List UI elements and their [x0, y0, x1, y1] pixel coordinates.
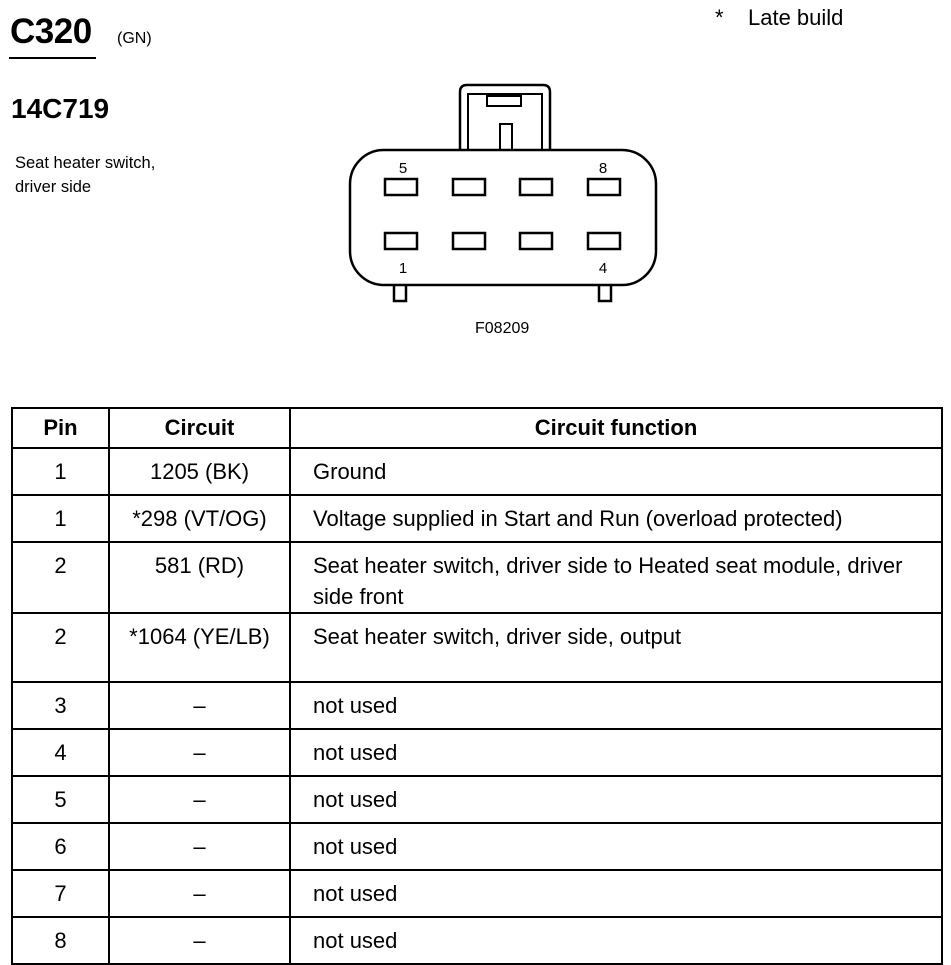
cell-function: not used	[290, 823, 942, 870]
cell-circuit: *1064 (YE/LB)	[109, 613, 290, 682]
pin-cavity-8	[588, 179, 620, 195]
table-row	[12, 682, 942, 729]
cell-function: not used	[290, 729, 942, 776]
cell-function: not used	[290, 776, 942, 823]
late-build-label: Late build	[748, 5, 844, 30]
connector-id-underline	[9, 57, 96, 59]
cell-function: Ground	[290, 448, 942, 495]
table-row	[12, 776, 942, 823]
connector-body	[350, 150, 656, 285]
pin-cavity-5	[385, 179, 417, 195]
pin-cavity-1	[385, 233, 417, 249]
connector-id: C320	[10, 12, 92, 51]
cell-circuit: 581 (RD)	[109, 542, 290, 613]
connector-latch-slot	[500, 124, 512, 152]
connector-latch-tab	[487, 96, 521, 106]
pin-label-bottom-left: 1	[398, 260, 408, 277]
pinout-table	[11, 407, 943, 965]
pin-cavity-4	[588, 233, 620, 249]
cell-circuit: *298 (VT/OG)	[109, 495, 290, 542]
description-line-1: Seat heater switch,	[15, 154, 156, 172]
table-row	[12, 729, 942, 776]
table-row	[12, 613, 942, 682]
cell-pin: 1	[12, 448, 109, 495]
table-row	[12, 870, 942, 917]
table-row	[12, 917, 942, 964]
pin-label-bottom-right: 4	[598, 260, 608, 277]
late-build-note	[715, 5, 843, 31]
pin-cavity-2	[453, 233, 485, 249]
table-row	[12, 495, 942, 542]
late-build-marker: *	[715, 5, 724, 30]
table-row	[12, 542, 942, 613]
cell-circuit: 1205 (BK)	[109, 448, 290, 495]
cell-function: Seat heater switch, driver side to Heated seat module, driver side front	[290, 542, 942, 613]
connector-face-diagram	[340, 80, 670, 310]
cell-pin: 8	[12, 917, 109, 964]
cell-circuit: –	[109, 917, 290, 964]
cell-function: not used	[290, 917, 942, 964]
pin-label-top-right: 8	[598, 160, 608, 177]
cell-pin: 7	[12, 870, 109, 917]
part-number: 14C719	[11, 93, 110, 124]
cell-function: not used	[290, 870, 942, 917]
cell-circuit: –	[109, 870, 290, 917]
cell-pin: 6	[12, 823, 109, 870]
cell-function: Seat heater switch, driver side, output	[290, 613, 942, 682]
header-circuit: Circuit	[109, 408, 290, 448]
component-description	[15, 151, 155, 199]
cell-pin: 5	[12, 776, 109, 823]
connector-color: (GN)	[117, 30, 152, 47]
pin-cavity-6	[453, 179, 485, 195]
header-circuit-function: Circuit function	[290, 408, 942, 448]
table-header-row	[12, 408, 942, 448]
figure-code: F08209	[475, 320, 530, 337]
cell-function: Voltage supplied in Start and Run (overload protected)	[290, 495, 942, 542]
description-line-2: driver side	[15, 178, 92, 196]
cell-pin: 2	[12, 542, 109, 613]
cell-circuit: –	[109, 823, 290, 870]
cell-function: not used	[290, 682, 942, 729]
cell-circuit: –	[109, 682, 290, 729]
pin-label-top-left: 5	[398, 160, 408, 177]
cell-circuit: –	[109, 776, 290, 823]
cell-circuit: –	[109, 729, 290, 776]
cell-pin: 4	[12, 729, 109, 776]
header-pin: Pin	[12, 408, 109, 448]
table-row	[12, 823, 942, 870]
cell-pin: 3	[12, 682, 109, 729]
table-row	[12, 448, 942, 495]
pin-cavity-7	[520, 179, 552, 195]
pin-cavity-3	[520, 233, 552, 249]
cell-pin: 1	[12, 495, 109, 542]
cell-pin: 2	[12, 613, 109, 682]
